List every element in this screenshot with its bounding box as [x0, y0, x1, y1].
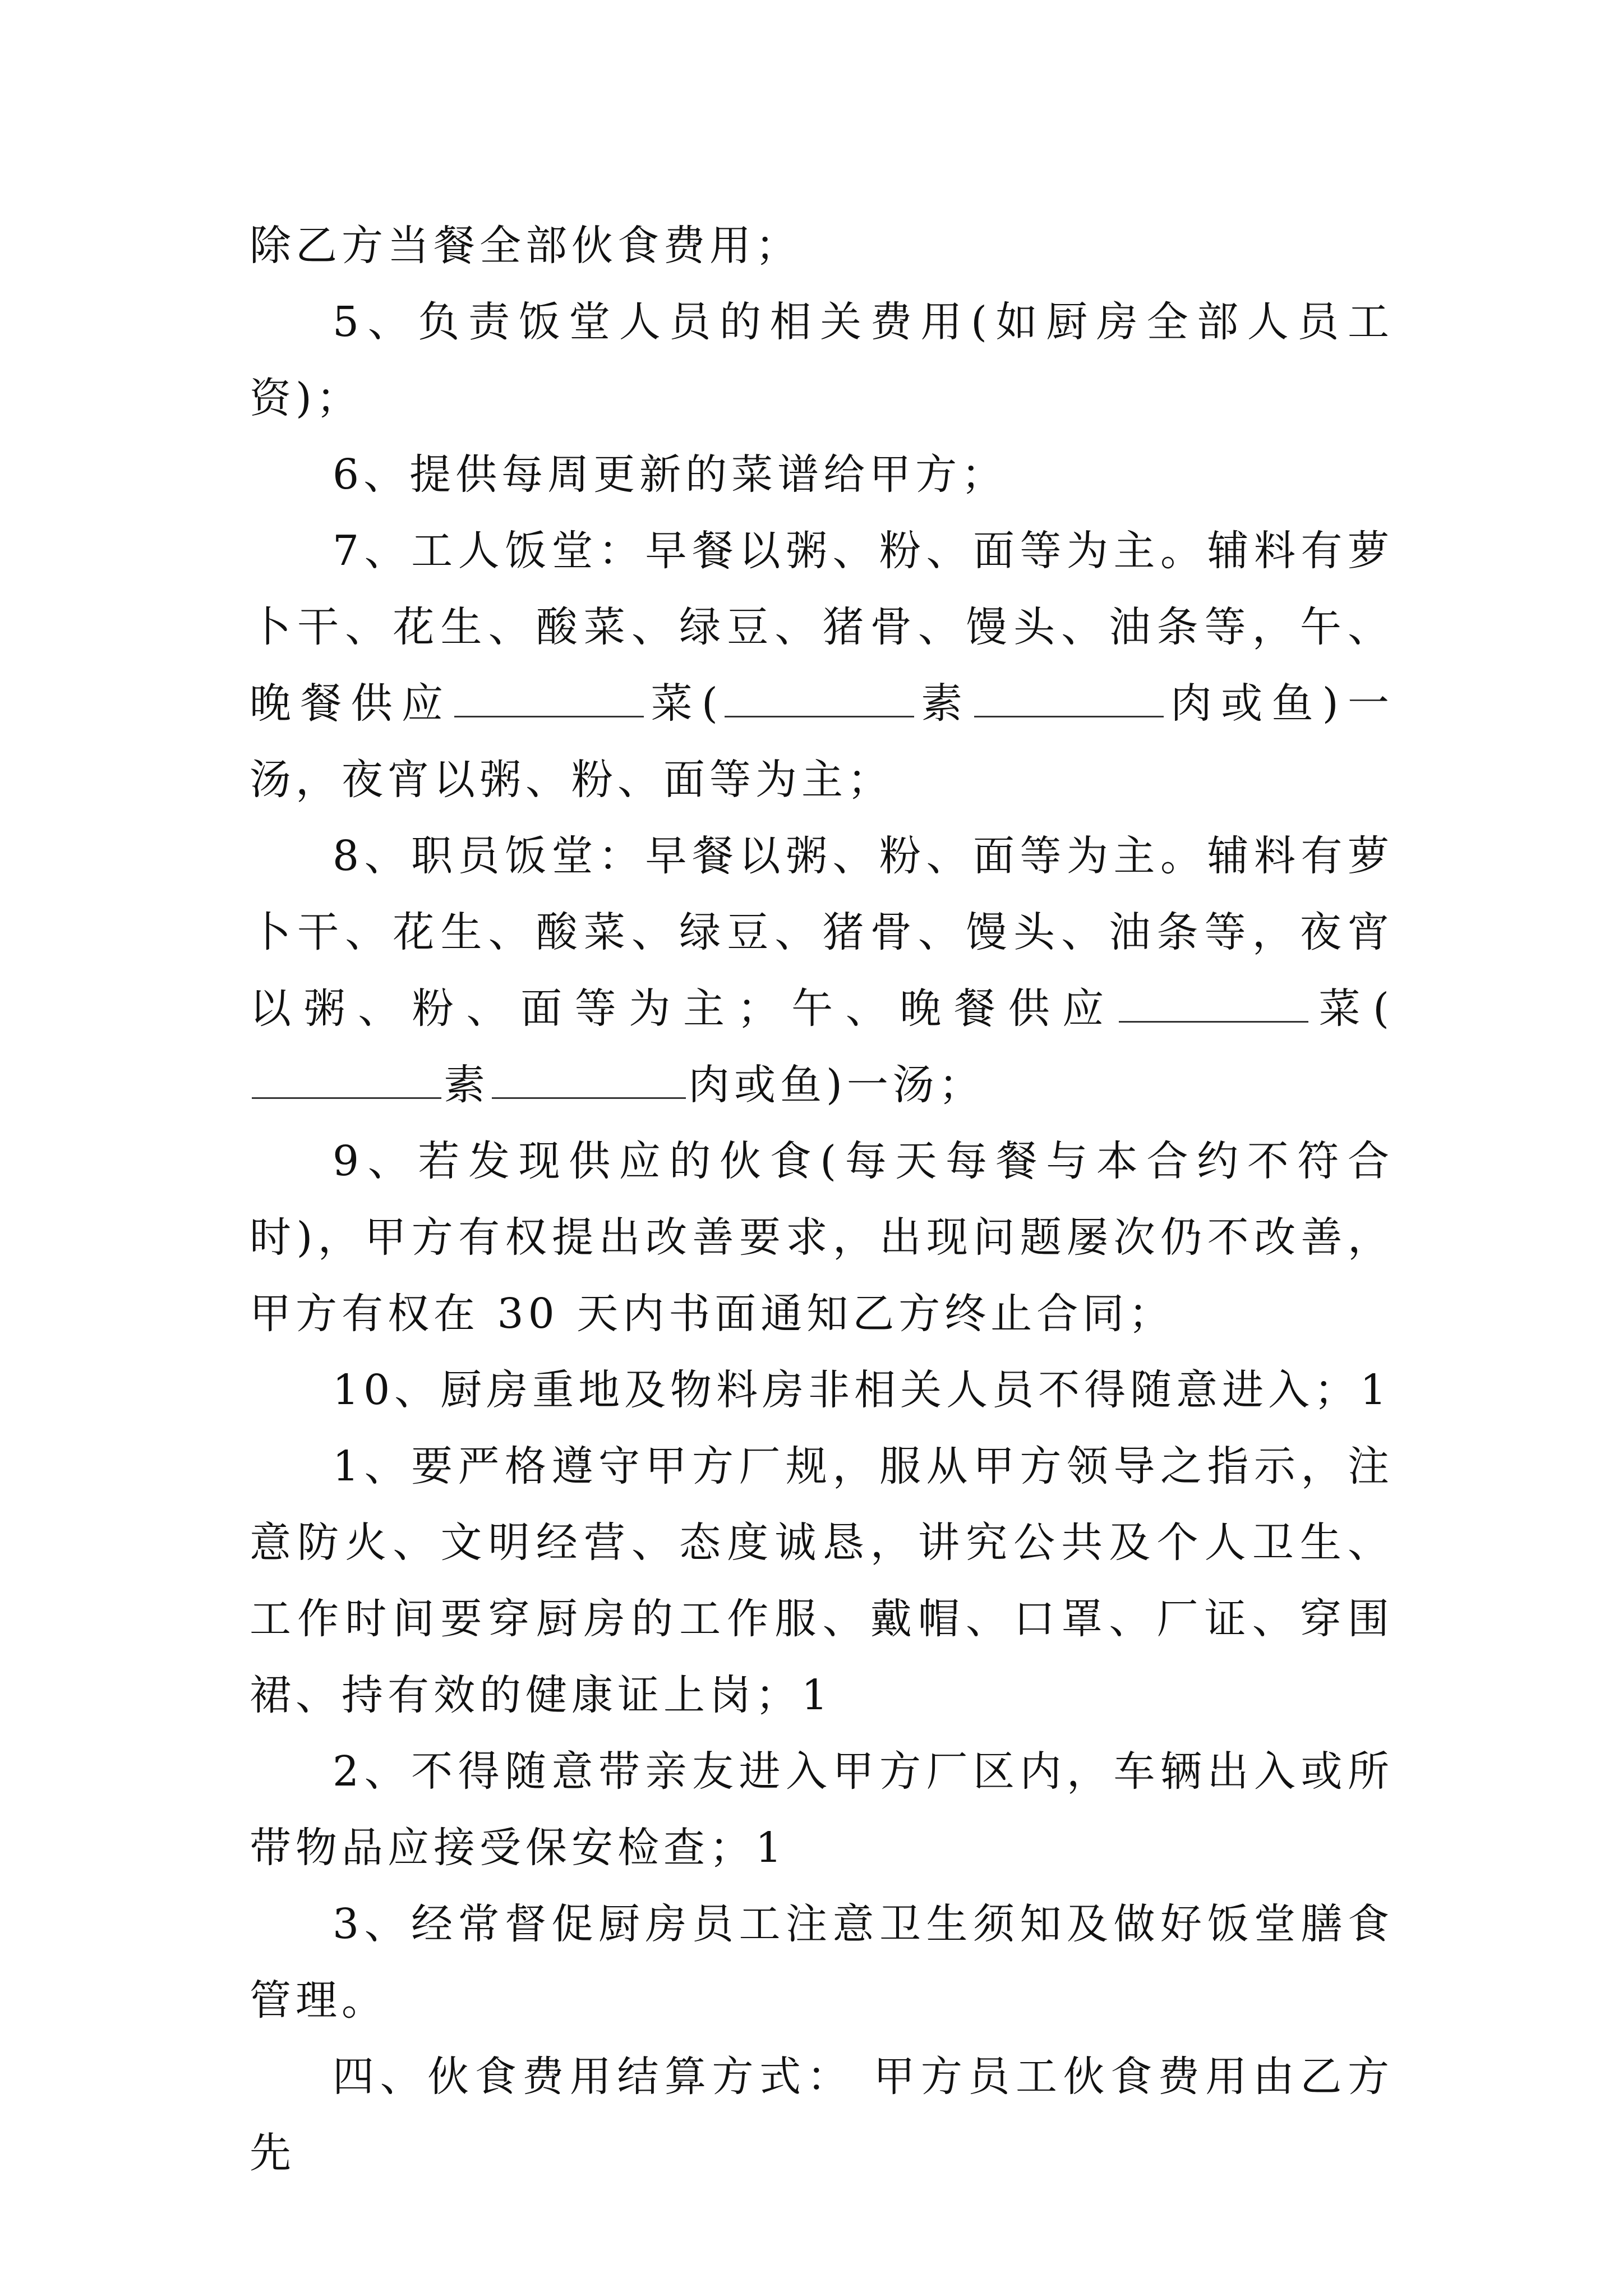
fill-in-blank-meat-count: [974, 677, 1164, 717]
fill-in-blank-dish-count: [1119, 982, 1308, 1023]
paragraph-item-7-text-d: 肉或鱼)一汤，夜宵以粥、粉、面等为主；: [250, 679, 1394, 804]
fill-in-blank-dish-count: [454, 677, 644, 717]
section-heading-settlement: 四、伙食费用结算方式： 甲方员工伙食费用由乙方先: [250, 2053, 1394, 2177]
paragraph-item-8: [250, 818, 1394, 1123]
paragraph-item-8-text-c: 素: [444, 1061, 490, 1109]
paragraph-rule-2: 2、不得随意带亲友进入甲方厂区内，车辆出入或所带物品应接受保安检查；1: [250, 1747, 1394, 1872]
paragraph-item-9: 9、若发现供应的伙食(每天每餐与本合约不符合时)，甲方有权提出改善要求，出现问题屡次仍不改善，甲方有权在 30 天内书面通知乙方终止合同；: [250, 1137, 1394, 1338]
document-body: [250, 208, 1394, 2191]
paragraph-item-8-text-d: 肉或鱼)一汤；: [688, 1061, 985, 1109]
paragraph-item-8-text-b: 菜(: [1310, 984, 1394, 1033]
paragraph-item-7: [250, 513, 1394, 818]
fill-in-blank-vegetable-count: [252, 1058, 441, 1099]
paragraph-item-7-text-b: 菜(: [646, 679, 722, 728]
paragraph-item-5: 5、负责饭堂人员的相关费用(如厨房全部人员工资)；: [250, 298, 1394, 422]
paragraph-rule-1: 1、要严格遵守甲方厂规，服从甲方领导之指示，注意防火、文明经营、态度诚恳，讲究公共及个人卫生、工作时间要穿厨房的工作服、戴帽、口罩、厂证、穿围裙、持有效的健康证上岗；1: [250, 1442, 1394, 1719]
paragraph-item-7-text-c: 素: [916, 679, 972, 728]
fill-in-blank-vegetable-count: [725, 677, 914, 717]
paragraph-continuation: 除乙方当餐全部伙食费用；: [250, 222, 801, 270]
paragraph-item-8-text-a: 8、职员饭堂：早餐以粥、粉、面等为主。辅料有萝卜干、花生、酸菜、绿豆、猪骨、馒头、油条等，夜宵以粥、粉、面等为主；午、晚餐供应: [250, 832, 1394, 1033]
fill-in-blank-meat-count: [492, 1058, 686, 1099]
paragraph-item-10: 10、厨房重地及物料房非相关人员不得随意进入；1: [333, 1366, 1391, 1414]
paragraph-rule-3: 3、经常督促厨房员工注意卫生须知及做好饭堂膳食管理。: [250, 1900, 1394, 2024]
paragraph-item-6: 6、提供每周更新的菜谱给甲方；: [333, 450, 1008, 499]
paragraph-item-7-text-a: 7、工人饭堂：早餐以粥、粉、面等为主。辅料有萝卜干、花生、酸菜、绿豆、猪骨、馒头、油条等，午、晚餐供应: [250, 527, 1394, 728]
